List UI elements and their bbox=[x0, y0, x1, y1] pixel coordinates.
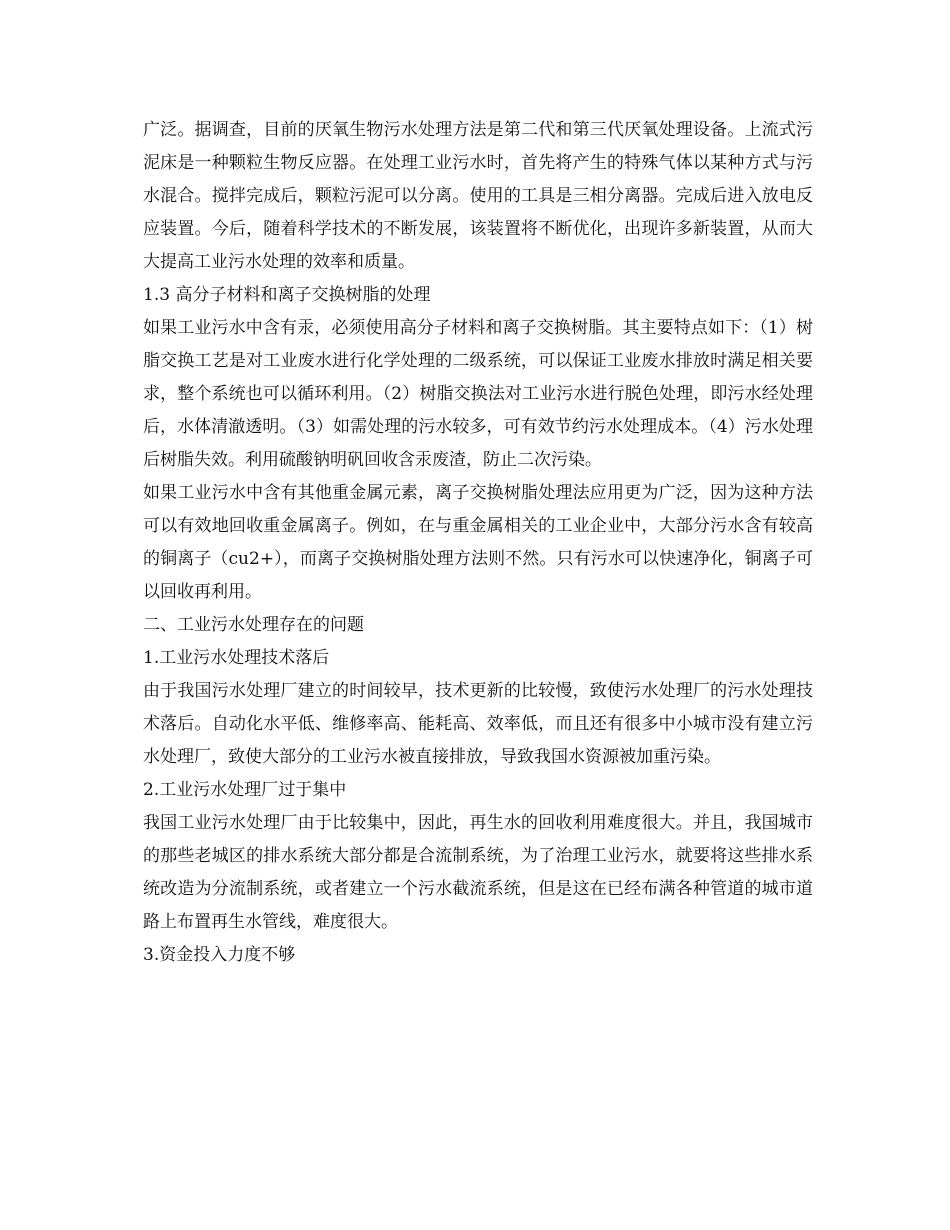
section-heading-concentrated-plants: 2.工业污水处理厂过于集中 bbox=[143, 780, 347, 800]
paragraph-heavy-metals: 如果工业污水中含有其他重金属元素，离子交换树脂处理法应用更为广泛，因为这种方法可以有效地回收重金属离子。例如，在与重金属相关的工业企业中，大部分污水含有较高的铜离子（cu2+），而离子交换树脂处理方法则不然。只有污水可以快速净化，铜离子可以回收再利用。 bbox=[143, 483, 813, 602]
section-heading-1-3: 1.3 高分子材料和离子交换树脂的处理 bbox=[143, 285, 431, 305]
document-page bbox=[143, 114, 813, 972]
paragraph-anaerobic-treatment: 广泛。据调查，目前的厌氧生物污水处理方法是第二代和第三代厌氧处理设备。上流式污泥床是一种颗粒生物反应器。在处理工业污水时，首先将产生的特殊气体以某种方式与污水混合。搅拌完成后，颗粒污泥可以分离。使用的工具是三相分离器。完成后进入放电反应装置。今后，随着科学技术的不断发展，该装置将不断优化，出现许多新装置，从而大大提高工业污水处理的效率和质量。 bbox=[143, 120, 813, 272]
paragraph-resin-features: 如果工业污水中含有汞，必须使用高分子材料和离子交换树脂。其主要特点如下：（1）树脂交换工艺是对工业废水进行化学处理的二级系统，可以保证工业废水排放时满足相关要求，整个系统也可以循环利用。（2）树脂交换法对工业污水进行脱色处理，即污水经处理后，水体清澈透明。（3）如需处理的污水较多，可有效节约污水处理成本。（4）污水处理后树脂失效。利用硫酸钠明矾回收含汞废渣，防止二次污染。 bbox=[143, 318, 813, 470]
section-heading-insufficient-funding: 3.资金投入力度不够 bbox=[143, 945, 296, 965]
section-heading-technology-lagging: 1.工业污水处理技术落后 bbox=[143, 648, 330, 668]
paragraph-concentrated-plants: 我国工业污水处理厂由于比较集中，因此，再生水的回收利用难度很大。并且，我国城市的那些老城区的排水系统大部分都是合流制系统，为了治理工业污水，就要将这些排水系统改造为分流制系统，或者建立一个污水截流系统，但是这在已经布满各种管道的城市道路上布置再生水管线，难度很大。 bbox=[143, 813, 813, 932]
chapter-heading-problems: 二、工业污水处理存在的问题 bbox=[143, 615, 364, 635]
paragraph-technology-lagging: 由于我国污水处理厂建立的时间较早，技术更新的比较慢，致使污水处理厂的污水处理技术落后。自动化水平低、维修率高、能耗高、效率低，而且还有很多中小城市没有建立污水处理厂，致使大部分的工业污水被直接排放，导致我国水资源被加重污染。 bbox=[143, 681, 813, 767]
